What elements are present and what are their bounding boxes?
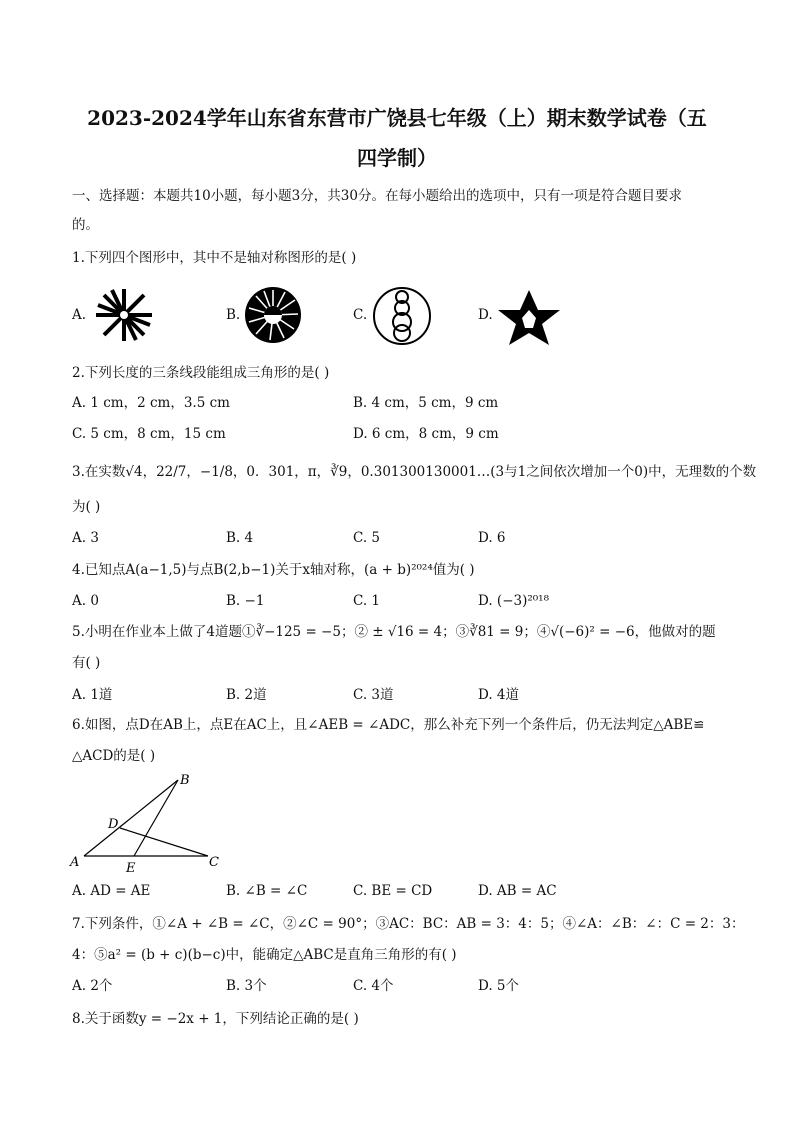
q6-option-a: A. AD = AE (72, 883, 151, 899)
q5-stem-line2: 有( ) (72, 655, 101, 671)
q1-option-d: D. (478, 307, 493, 323)
q6-stem-line1: 6.如图，点D在AB上，点E在AC上，且∠AEB = ∠ADC，那么补充下列一个条件后，仍无法判定△ABE≌ (72, 717, 705, 733)
q3-stem-line1: 3.在实数√4，22/7，−1/8，0．301，π，∛9，0.301300130001…(3与1之间依次增加一个0)中，无理数的个数 (72, 464, 757, 480)
q4-stem: 4.已知点A(a−1,5)与点B(2,b−1)关于x轴对称，(a + b)²⁰²⁴值为( ) (72, 562, 475, 578)
q6-stem-line2: △ACD的是( ) (72, 748, 156, 764)
q1-stem: 1.下列四个图形中，其中不是轴对称图形的是( ) (72, 250, 357, 266)
q5-option-b: B. 2道 (226, 687, 267, 703)
q4-option-c: C. 1 (353, 593, 381, 609)
q7-option-d: D. 5个 (478, 978, 520, 994)
q7-stem-line1: 7.下列条件，①∠A + ∠B = ∠C，②∠C = 90°；③AC：BC：AB = 3：4：5；④∠A：∠B：∠：C = 2：3： (72, 916, 745, 932)
triangle-figure (66, 770, 226, 874)
radial-burst-icon (92, 287, 156, 343)
section-heading-line2: 的。 (72, 217, 99, 233)
q3-option-b: B. 4 (226, 530, 254, 546)
q2-option-d: D. 6 cm，8 cm，9 cm (353, 426, 499, 442)
q2-option-c: C. 5 cm，8 cm，15 cm (72, 426, 226, 442)
q3-stem-line2: 为( ) (72, 499, 101, 515)
section-heading-line1: 一、选择题：本题共10小题，每小题3分，共30分。在每小题给出的选项中，只有一项是符合题目要求 (72, 188, 682, 204)
q4-option-d: D. (−3)²⁰¹⁸ (478, 593, 550, 609)
q8-stem: 8.关于函数y = −2x + 1，下列结论正确的是( ) (72, 1011, 359, 1027)
q1-option-c: C. (353, 307, 368, 323)
q5-option-a: A. 1道 (72, 687, 113, 703)
q6-option-b: B. ∠B = ∠C (226, 883, 308, 899)
q5-stem-line1: 5.小明在作业本上做了4道题①∛−125 = −5；② ± √16 = 4；③∛81 = 9；④√(−6)² = −6，他做对的题 (72, 624, 716, 640)
figure-label-d: D (108, 817, 119, 832)
q4-option-a: A. 0 (72, 593, 99, 609)
q2-stem: 2.下列长度的三条线段能组成三角形的是( ) (72, 365, 330, 381)
q3-option-c: C. 5 (353, 530, 381, 546)
q7-stem-line2: 4：⑤a² = (b + c)(b−c)中，能确定△ABC是直角三角形的有( ) (72, 947, 457, 963)
q5-option-c: C. 3道 (353, 687, 394, 703)
spiral-circle-icon (244, 286, 302, 344)
figure-label-a: A (70, 855, 80, 870)
q6-option-d: D. AB = AC (478, 883, 557, 899)
q6-option-c: C. BE = CD (353, 883, 433, 899)
q1-option-a: A. (72, 307, 87, 323)
exam-title-line2: 四学制） (357, 146, 437, 170)
q3-option-a: A. 3 (72, 530, 99, 546)
q1-option-b: B. (226, 307, 241, 323)
q4-option-b: B. −1 (226, 593, 265, 609)
figure-label-c: C (209, 855, 219, 870)
q7-option-b: B. 3个 (226, 978, 267, 994)
q2-option-b: B. 4 cm，5 cm，9 cm (353, 395, 499, 411)
q2-option-a: A. 1 cm，2 cm，3.5 cm (72, 395, 230, 411)
star-pentagon-icon (496, 288, 562, 346)
q3-option-d: D. 6 (478, 530, 506, 546)
figure-label-e: E (126, 861, 136, 874)
stacked-circles-icon (372, 286, 432, 346)
exam-title-line1: 2023-2024学年山东省东营市广饶县七年级（上）期末数学试卷（五 (87, 106, 707, 130)
q5-option-d: D. 4道 (478, 687, 520, 703)
q7-option-a: A. 2个 (72, 978, 113, 994)
figure-label-b: B (180, 773, 190, 788)
q7-option-c: C. 4个 (353, 978, 394, 994)
